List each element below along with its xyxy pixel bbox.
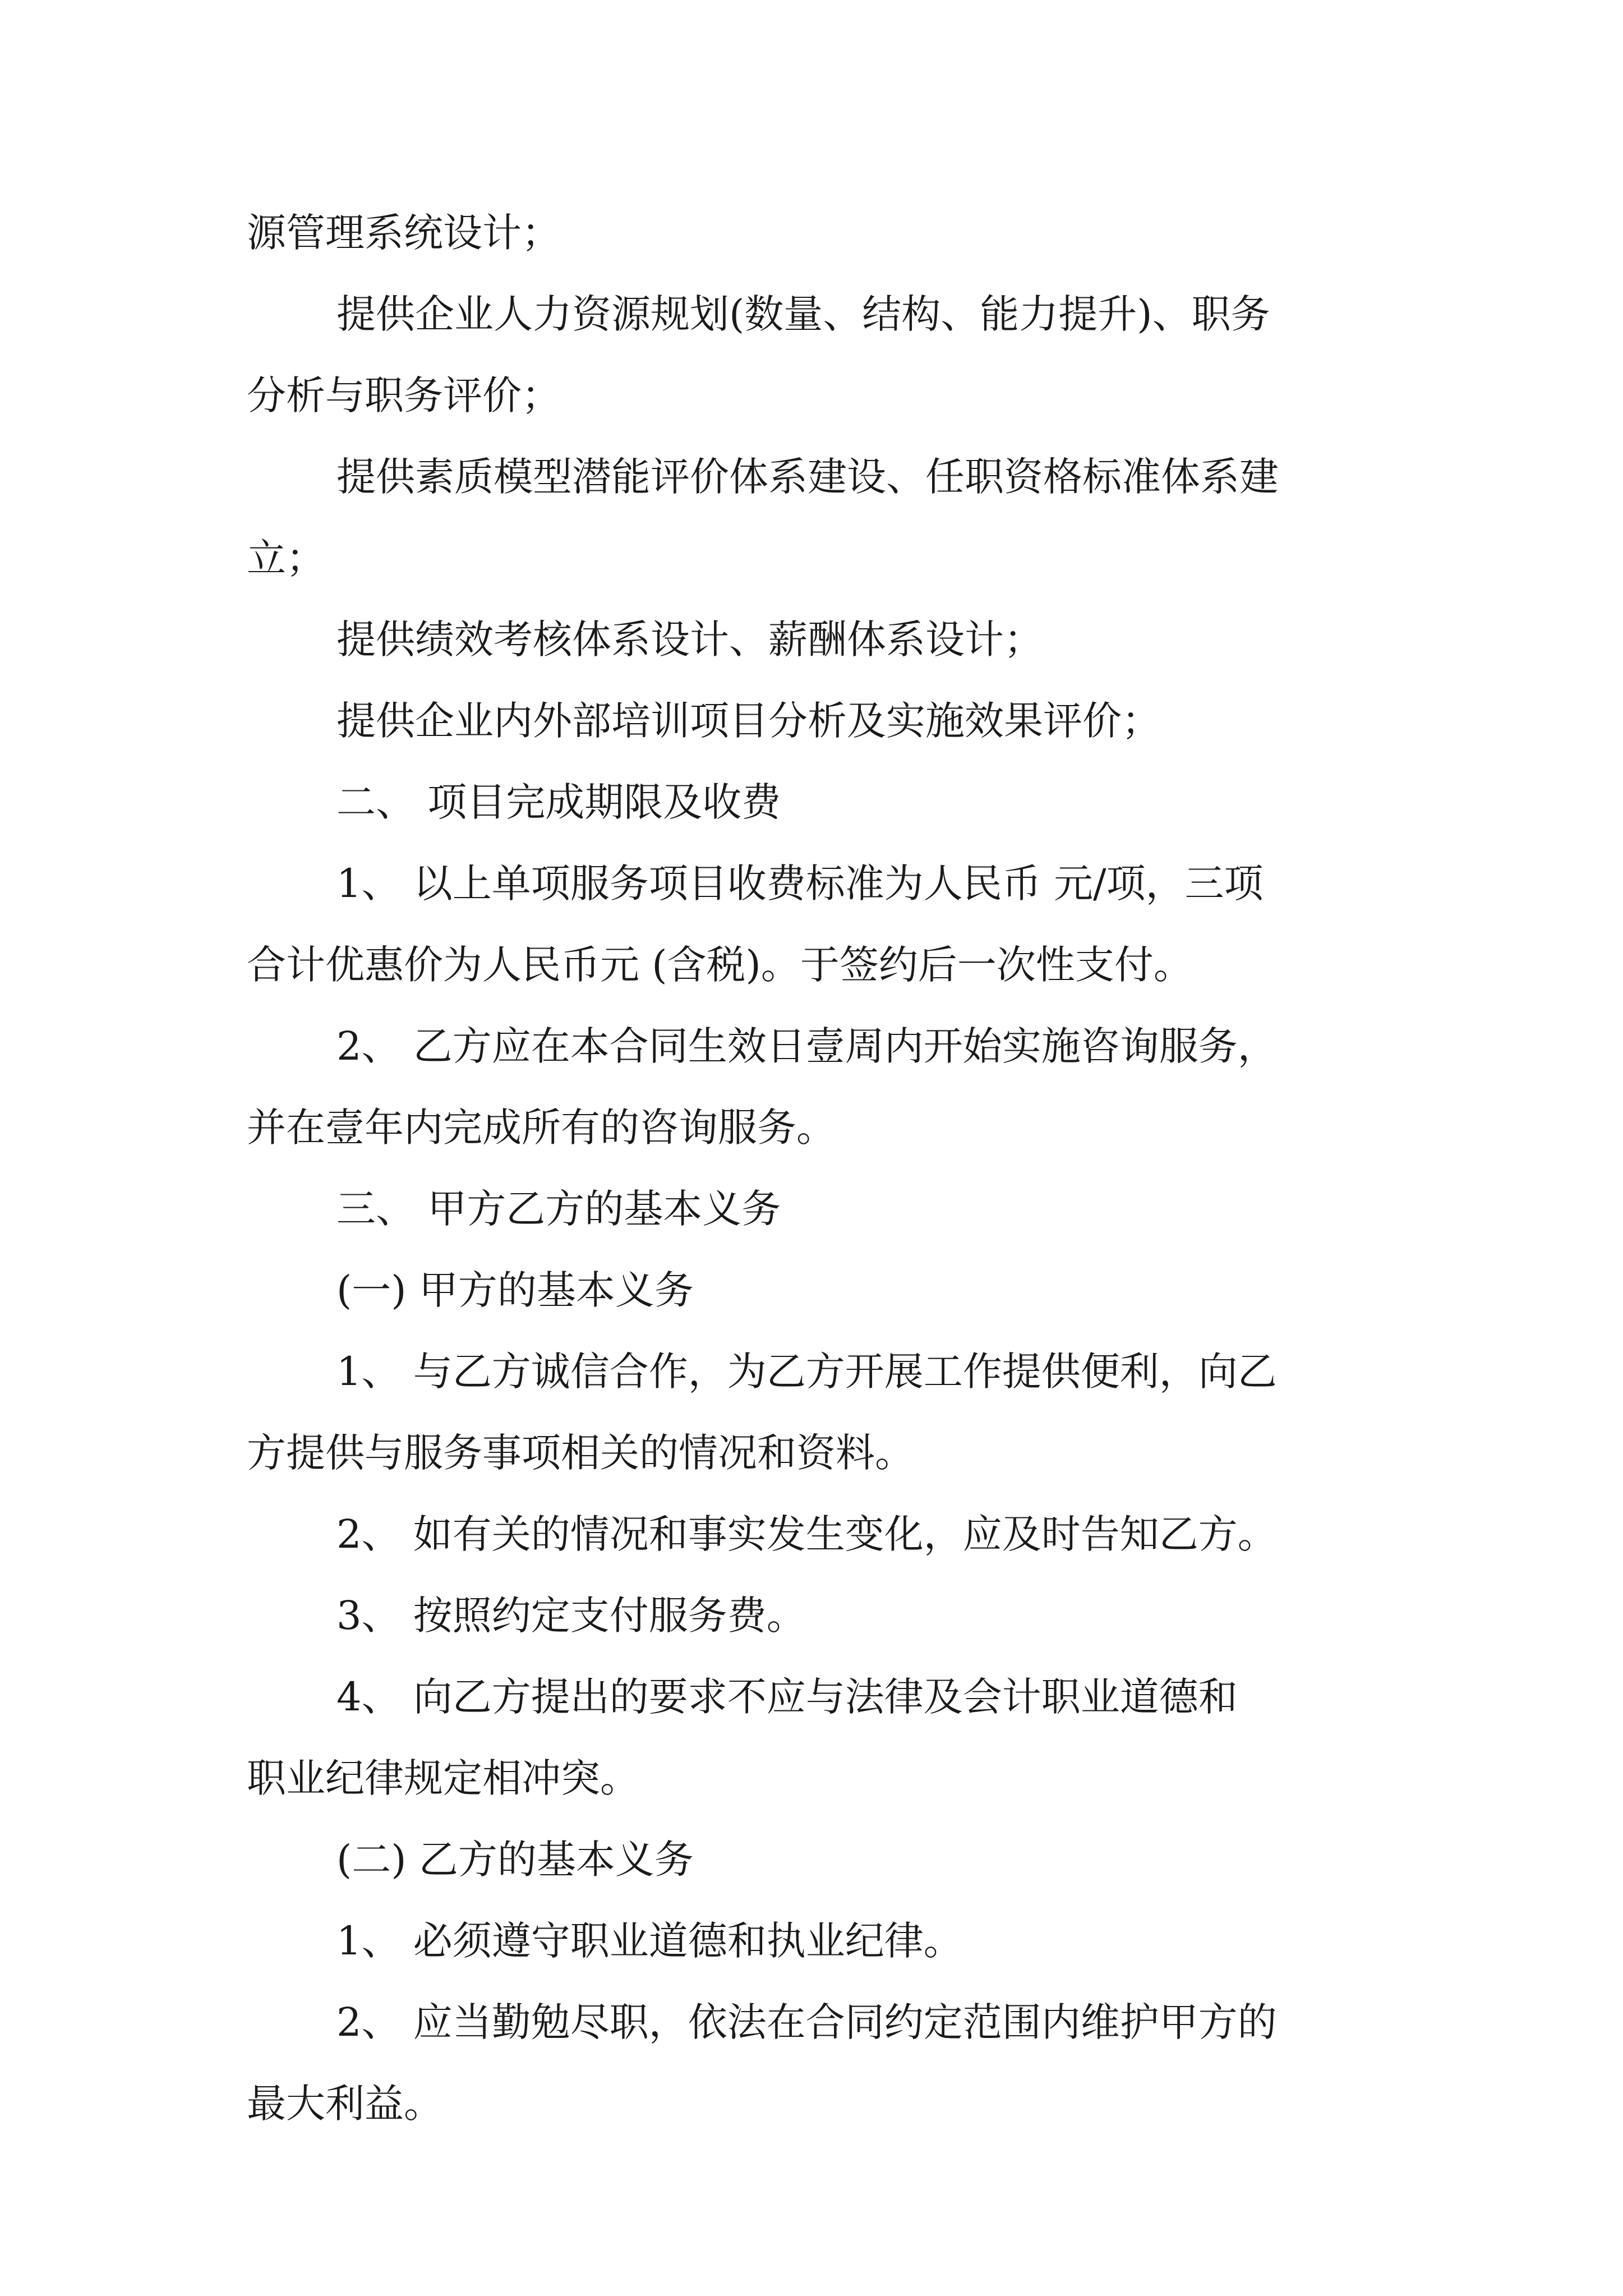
text-line: 2、 应当勤勉尽职，依法在合同约定范围内维护甲方的 <box>336 1999 1277 2045</box>
text-line: 提供绩效考核体系设计、薪酬体系设计； <box>336 616 1043 662</box>
subsection-heading: (二) 乙方的基本义务 <box>336 1837 694 1883</box>
text-line: 分析与职务评价； <box>247 372 561 418</box>
text-line: 并在壹年内完成所有的咨询服务。 <box>247 1105 836 1151</box>
text-line: 2、 如有关的情况和事实发生变化，应及时告知乙方。 <box>336 1511 1277 1557</box>
text-line: 最大利益。 <box>247 2081 443 2127</box>
section-heading: 二、 项目完成期限及收费 <box>336 779 781 825</box>
text-line: 2、 乙方应在本合同生效日壹周内开始实施咨询服务， <box>336 1023 1277 1069</box>
text-line: 1、 与乙方诚信合作，为乙方开展工作提供便利，向乙 <box>336 1349 1277 1395</box>
text-line: 3、 按照约定支付服务费。 <box>336 1593 806 1639</box>
subsection-heading: (一) 甲方的基本义务 <box>336 1267 694 1313</box>
text-line: 源管理系统设计； <box>247 210 561 256</box>
text-line: 1、 以上单项服务项目收费标准为人民币 元/项，三项 <box>336 861 1264 907</box>
section-heading: 三、 甲方乙方的基本义务 <box>336 1186 781 1232</box>
text-line: 4、 向乙方提出的要求不应与法律及会计职业道德和 <box>336 1674 1238 1720</box>
text-line: 1、 必须遵守职业道德和执业纪律。 <box>336 1918 963 1964</box>
text-line: 提供企业人力资源规划(数量、结构、能力提升)、职务 <box>336 291 1270 337</box>
text-line: 方提供与服务事项相关的情况和资料。 <box>247 1430 914 1476</box>
text-line: 立； <box>247 535 325 581</box>
text-line: 提供素质模型潜能评价体系建设、任职资格标准体系建 <box>336 454 1279 500</box>
text-line: 职业纪律规定相冲突。 <box>247 1755 639 1801</box>
text-line: 合计优惠价为人民币元 (含税)。于签约后一次性支付。 <box>247 942 1193 988</box>
text-line: 提供企业内外部培训项目分析及实施效果评价； <box>336 698 1161 744</box>
